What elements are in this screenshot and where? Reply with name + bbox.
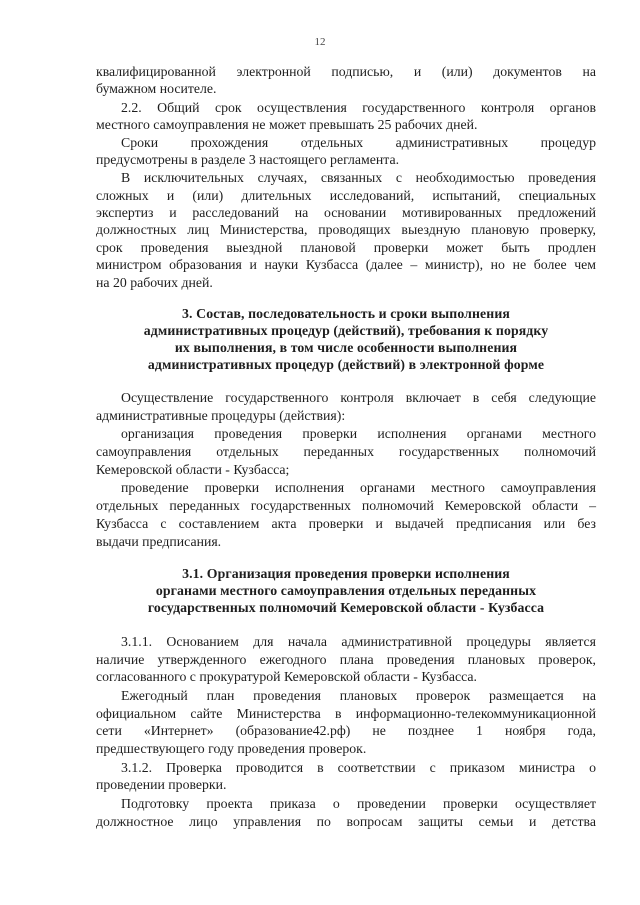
- page-number: 12: [314, 36, 326, 48]
- text-line: самоуправления отдельных переданных государственных полномочий: [96, 444, 596, 459]
- text-line: 3.1.2. Проверка проводится в соответствии с приказом министра о: [121, 760, 596, 775]
- text-line: проведение проверки исполнения органами местного самоуправления: [121, 480, 596, 495]
- text-line: Осуществление государственного контроля включает в себя следующие: [121, 390, 596, 405]
- text-line: официальном сайте Министерства в информационно-телекоммуникационной: [96, 706, 596, 721]
- text-line: административные процедуры (действия):: [96, 408, 346, 423]
- text-line: Сроки прохождения отдельных административных процедур: [121, 135, 596, 150]
- section-heading-line: административных процедур (действий), требования к порядку: [143, 323, 549, 338]
- text-line: организация проведения проверки исполнения органами местного: [121, 426, 596, 441]
- text-line: наличие утвержденного ежегодного плана проведения плановых проверок,: [96, 652, 596, 667]
- section-heading-line: их выполнения, в том числе особенности выполнения: [174, 340, 518, 355]
- text-line: В исключительных случаях, связанных с необходимостью проведения: [121, 170, 596, 185]
- text-line: должностных лиц Министерства, проводящих выездную плановую проверку,: [96, 222, 596, 237]
- text-line: предшествующего году проведения проверок.: [96, 741, 367, 756]
- text-line: согласованного с прокуратурой Кемеровской области - Кузбасса.: [96, 669, 477, 684]
- text-line: Кузбасса с составлением акта проверки и выдачей предписания или без: [96, 516, 596, 531]
- text-line: отдельных переданных государственных полномочий Кемеровской области –: [96, 498, 596, 513]
- text-line: проведении проверки.: [96, 777, 227, 792]
- text-line: срок проведения выездной плановой проверки может быть продлен: [96, 240, 596, 255]
- text-line: 2.2. Общий срок осуществления государственного контроля органов: [121, 100, 596, 115]
- text-line: выдачи предписания.: [96, 534, 222, 549]
- section-heading-line: административных процедур (действий) в электронной форме: [147, 357, 545, 372]
- text-line: на 20 рабочих дней.: [96, 275, 213, 290]
- section-heading-line: 3.1. Организация проведения проверки исполнения: [182, 566, 510, 581]
- text-line: квалифицированной электронной подписью, и (или) документов на: [96, 64, 596, 79]
- text-line: Кемеровской области - Кузбасса;: [96, 462, 290, 477]
- section-heading-line: государственных полномочий Кемеровской области - Кузбасса: [147, 600, 545, 615]
- text-line: сети «Интернет» (образование42.рф) не позднее 1 ноября года,: [96, 723, 596, 738]
- section-heading-line: органами местного самоуправления отдельных переданных: [155, 583, 537, 598]
- text-line: сложных и (или) длительных исследований, испытаний, специальных: [96, 188, 596, 203]
- text-line: предусмотрены в разделе 3 настоящего регламента.: [96, 152, 400, 167]
- text-line: Ежегодный план проведения плановых проверок размещается на: [121, 688, 596, 703]
- text-line: местного самоуправления не может превышать 25 рабочих дней.: [96, 117, 478, 132]
- section-heading-line: 3. Состав, последовательность и сроки выполнения: [182, 306, 510, 321]
- text-line: министром образования и науки Кузбасса (далее – министр), но не более чем: [96, 257, 596, 272]
- text-line: должностное лицо управления по вопросам защиты семьи и детства: [96, 814, 596, 829]
- text-line: 3.1.1. Основанием для начала административной процедуры является: [121, 634, 596, 649]
- text-line: бумажном носителе.: [96, 81, 217, 96]
- text-line: Подготовку проекта приказа о проведении проверки осуществляет: [121, 796, 596, 811]
- text-line: экспертиз и расследований на основании мотивированных предложений: [96, 205, 596, 220]
